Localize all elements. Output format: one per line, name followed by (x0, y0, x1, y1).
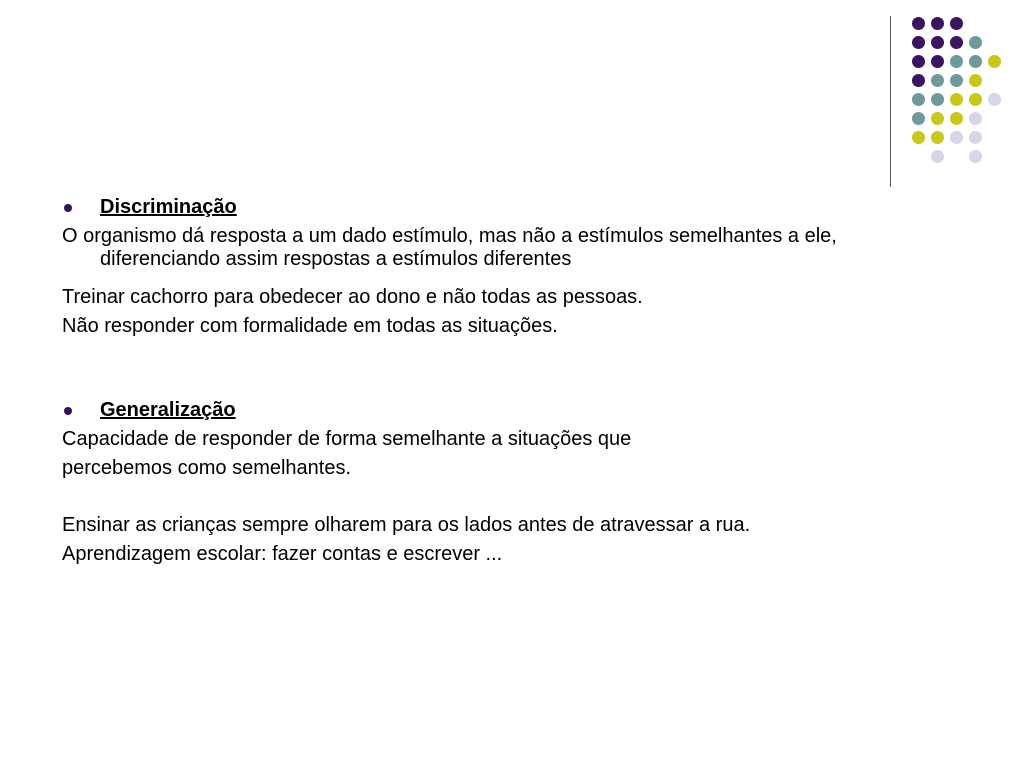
decorative-dot (950, 112, 963, 125)
decorative-dot (969, 36, 982, 49)
decorative-dot (950, 93, 963, 106)
decorative-dot (969, 55, 982, 68)
decorative-dot (950, 74, 963, 87)
decorative-dot (969, 150, 982, 163)
decorative-dot (950, 131, 963, 144)
decorative-dot (950, 17, 963, 30)
example-generalizacao-2: Aprendizagem escolar: fazer contas e escrever ... (62, 543, 503, 565)
decorative-dot (931, 17, 944, 30)
heading-discriminacao: Discriminação (100, 196, 237, 218)
decorative-dot (931, 36, 944, 49)
decorative-dot (969, 93, 982, 106)
decorative-dot (931, 131, 944, 144)
decorative-dot (912, 112, 925, 125)
decorative-dot (912, 74, 925, 87)
decorative-dot (931, 150, 944, 163)
definition-discriminacao: O organismo dá resposta a um dado estímulo, mas não a estímulos semelhantes a ele, diferenciando assim respostas a estímulos diferentes (62, 225, 837, 270)
example-discriminacao-2: Não responder com formalidade em todas as situações. (62, 315, 558, 337)
example-generalizacao-1: Ensinar as crianças sempre olharem para os lados antes de atravessar a rua. (62, 514, 751, 536)
decorative-dot (988, 93, 1001, 106)
bullet-icon (64, 407, 72, 415)
decorative-dot (912, 36, 925, 49)
decorative-dot (988, 55, 1001, 68)
decorative-dot (969, 131, 982, 144)
decorative-dot (912, 17, 925, 30)
decorative-dot (931, 93, 944, 106)
decorative-dot (912, 131, 925, 144)
bullet-icon (64, 204, 72, 212)
decorative-dot (931, 74, 944, 87)
decorative-dot (969, 74, 982, 87)
slide-content (62, 194, 962, 569)
heading-generalizacao: Generalização (100, 399, 236, 421)
example-discriminacao-1: Treinar cachorro para obedecer ao dono e não todas as pessoas. (62, 286, 643, 308)
decorative-dot (931, 112, 944, 125)
definition-generalizacao-line-2: percebemos como semelhantes. (62, 457, 352, 479)
bullet-generalizacao (62, 396, 962, 425)
bullet-discriminacao (62, 194, 962, 220)
decorative-dot (931, 55, 944, 68)
decorative-dot (912, 93, 925, 106)
definition-generalizacao-line-1: Capacidade de responder de forma semelhante a situações que (62, 428, 632, 450)
decorative-dot (912, 55, 925, 68)
decorative-dot (969, 112, 982, 125)
decorative-dot (950, 55, 963, 68)
decorative-dot (950, 36, 963, 49)
decorative-dot-grid (0, 0, 1024, 200)
